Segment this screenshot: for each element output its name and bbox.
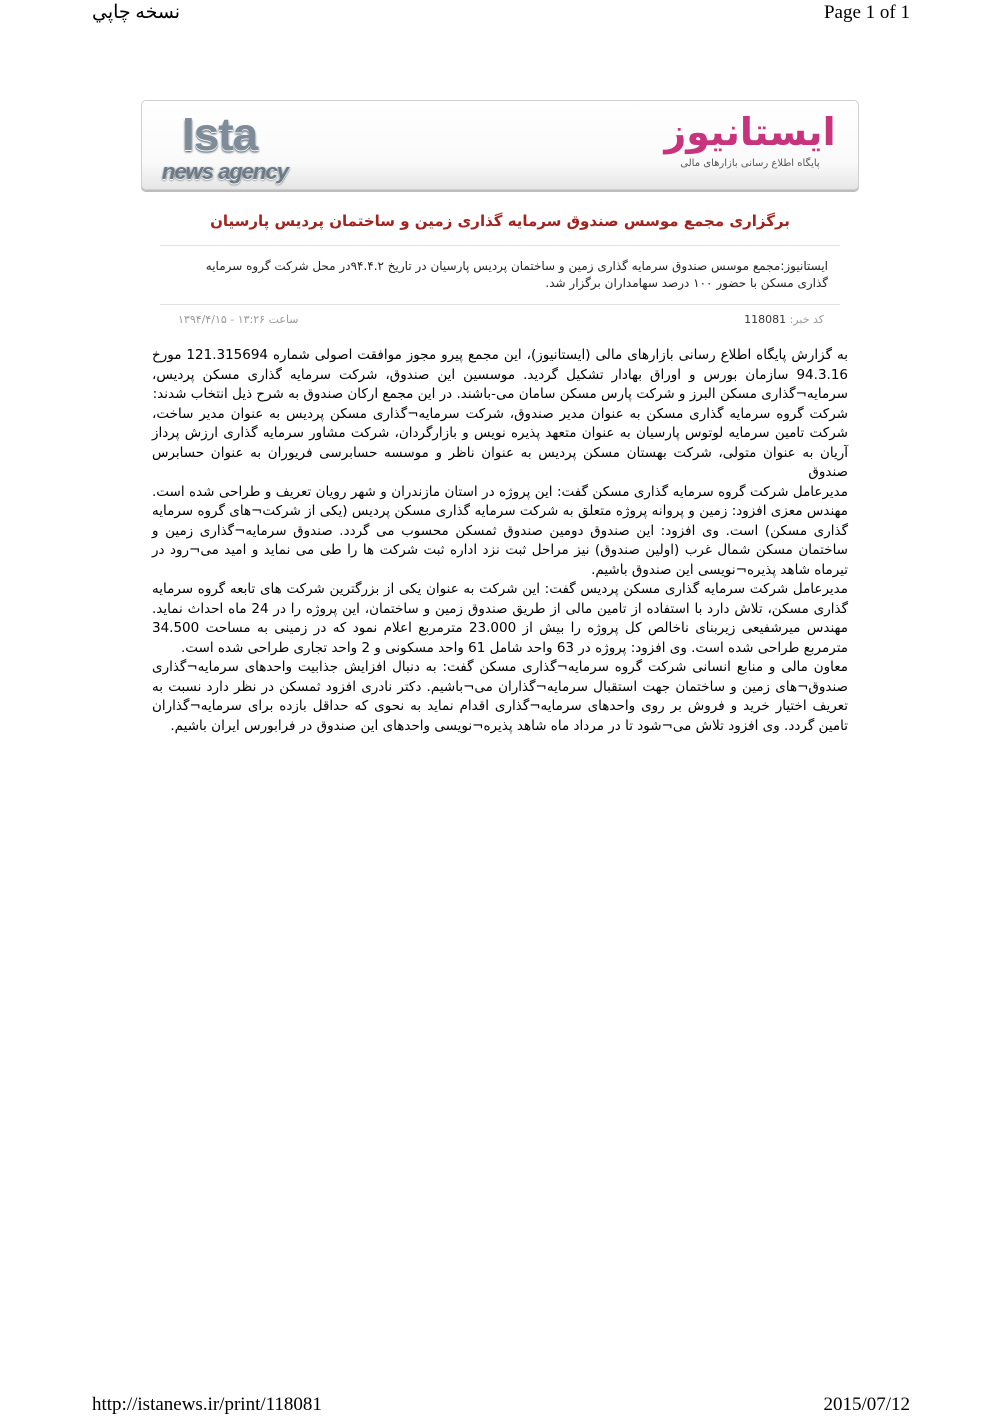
ista-news-agency-logo	[158, 107, 308, 185]
article-lead: ایستانیوز:مجمع موسس صندوق سرمایه گذاری زمین و ساختمان پردیس پارسیان در تاریخ ۹۴.۴.۲در محل شرکت گروه سرمایه گذاری مسکن با حضور ۱۰۰ درصد سهامداران برگزار شد.	[205, 259, 828, 290]
article-body	[152, 346, 848, 736]
print-url: http://istanews.ir/print/118081	[92, 1394, 322, 1415]
page-number-label: Page 1 of 1	[823, 2, 910, 23]
istanews-persian-logo	[660, 107, 840, 185]
news-code	[744, 313, 824, 326]
article-paragraph: به گزارش پایگاه اطلاع رسانی بازارهای مالی (ایستانیوز)، این مجمع پیرو مجوز موافقت اصولی شماره 121.315694 مورخ 94.3.16 سازمان بورس و اوراق بهادار تشکیل گردید. موسسین این صندوق، شرکت سرمایه گذاری مسکن پردیس، سرمایه¬گذاری مسکن البرز و شرکت پارس مسکن سامان می-باشند. در این مجمع ارکان صندوق به شرح ذیل انتخاب شدند:	[152, 347, 848, 402]
article-headline: برگزاری مجمع موسس صندوق سرمایه گذاری زمین و ساختمان پردیس پارسیان	[210, 212, 790, 230]
article-paragraph: مدیرعامل شرکت گروه سرمایه گذاری مسکن گفت: این پروژه در استان مازندران و شهر رویان تعریف و طراحی شده است. مهندس معزی افزود: زمین و پروانه پروژه متعلق به شرکت سرمایه گذاری مسکن پردیس (یکی از شرکت¬های گروه سرمایه گذاری مسکن) است. وی افزود: این صندوق دومین صندوق ثمسکن محسوب می گردد. صندوق سرمایه¬گذاری زمین و ساختمان مسکن شمال غرب (اولین صندوق) نیز مراحل ثبت نزد اداره ثبت شرکت ها را طی می نماید و امید می¬رود در تیرماه شاهد پذیره¬نویسی این صندوق باشیم.	[152, 483, 848, 578]
article-meta	[172, 313, 828, 331]
logo-fa-text: ایستانیوز	[664, 110, 836, 154]
news-code-value: 118081	[744, 313, 787, 326]
lead-divider	[160, 304, 840, 305]
article-paragraph: مدیرعامل شرکت سرمایه گذاری مسکن پردیس گفت: این شرکت به عنوان یکی از بزرگترین شرکت های تابعه گروه سرمایه گذاری مسکن، تلاش دارد با استفاده از تامین مالی از طریق صندوق زمین و ساختمان، این پروژه را در 24 ماه احداث نماید. مهندس میرشفیعی زیربنای ناخالص کل پروژه را بیش از 23.000 مترمربع اعلام نمود که در زمینی به مساحت 34.500 مترمربع طراحی شده است. وی افزود: پروژه در 63 واحد شامل 61 واحد مسکونی و 2 واحد تجاری طراحی شده است.	[152, 581, 849, 656]
article-paragraph: شرکت گروه سرمایه گذاری مسکن به عنوان مدیر صندوق، شرکت سرمایه¬گذاری مسکن پردیس به عنوان مدیر ساخت، شرکت تامین سرمایه لوتوس پارسیان به عنوان متعهد پذیره نویس و بازارگردان، شرکت مشاور سرمایه گذاری ارزش پرداز آریان به عنوان متولی، شرکت بهستان مسکن پردیس به عنوان ناظر و موسسه حسابرسی فریوران به عنوان حسابرس صندوق	[152, 405, 848, 480]
site-banner	[141, 100, 859, 190]
print-version-label: نسخه چاپي	[92, 2, 181, 23]
logo-en-top-text: Ista	[182, 108, 258, 160]
logo-fa-tagline: پایگاه اطلاع رسانی بازارهای مالی	[680, 158, 820, 169]
article-paragraph: معاون مالی و منابع انسانی شرکت گروه سرمایه¬گذاری مسکن گفت: به دنبال افزایش جذابیت واحدهای سرمایه¬گذاری صندوق¬های زمین و ساختمان جهت استقبال سرمایه¬گذاران می¬باشیم. دکتر نادری افزود ثمسکن در نظر دارد نسبت به تعریف اختیار خرید و فروش بر روی واحدهای سرمایه¬گذاری اقدام نماید به نحوی که حداقل بازده برای سرمایه¬گذاران تامین گردد. وی افزود تلاش می¬شود تا در مرداد ماه شاهد پذیره¬نویسی واحدهای این صندوق در فرابورس ایران باشیم.	[152, 659, 848, 734]
print-date: 2015/07/12	[823, 1394, 910, 1415]
headline-divider	[160, 245, 840, 246]
news-code-label: کد خبر:	[789, 313, 824, 326]
logo-en-bottom-text: news agency	[162, 159, 288, 184]
publish-time: ساعت ۱۳:۲۶ - ۱۳۹۴/۴/۱۵	[178, 313, 299, 326]
